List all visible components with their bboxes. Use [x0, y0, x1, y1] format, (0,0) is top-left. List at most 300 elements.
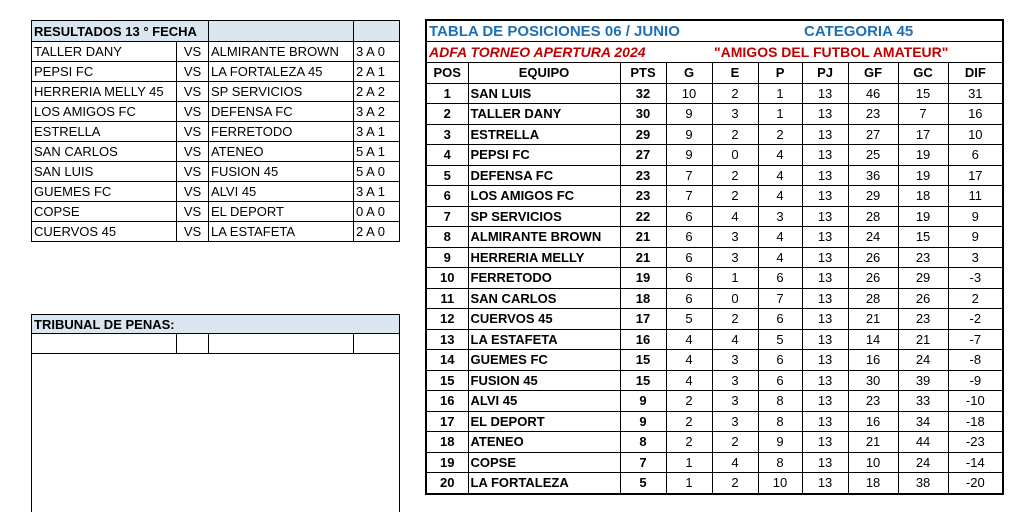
standings-gf: 14 [848, 329, 898, 350]
vs-label: VS [177, 222, 209, 242]
result-row [32, 62, 400, 82]
standings-title-row [426, 20, 1003, 42]
standings-gf: 23 [848, 104, 898, 125]
standings-pos: 1 [426, 83, 468, 104]
standings-dif: -14 [948, 452, 1003, 473]
standings-e: 3 [712, 247, 758, 268]
standings-pj: 13 [802, 411, 848, 432]
home-team: TALLER DANY [32, 42, 177, 62]
standings-gf: 10 [848, 452, 898, 473]
standings-row [426, 83, 1003, 104]
standings-pos: 19 [426, 452, 468, 473]
standings-pos: 8 [426, 227, 468, 248]
column-header-pts: PTS [620, 63, 666, 84]
standings-p: 2 [758, 124, 802, 145]
standings-p: 7 [758, 288, 802, 309]
standings-dif: -3 [948, 268, 1003, 289]
standings-pts: 23 [620, 165, 666, 186]
standings-pos: 15 [426, 370, 468, 391]
standings-p: 1 [758, 83, 802, 104]
column-header-equipo: EQUIPO [468, 63, 620, 84]
standings-gc: 34 [898, 411, 948, 432]
standings-dif: -23 [948, 432, 1003, 453]
standings-pts: 9 [620, 411, 666, 432]
standings-title: TABLA DE POSICIONES 06 / JUNIO [426, 20, 802, 42]
standings-gf: 30 [848, 370, 898, 391]
result-row [32, 162, 400, 182]
standings-dif: 3 [948, 247, 1003, 268]
standings-team: ALMIRANTE BROWN [468, 227, 620, 248]
result-row [32, 142, 400, 162]
away-team: LA ESTAFETA [209, 222, 354, 242]
vs-label: VS [177, 162, 209, 182]
tribunal-cell [209, 334, 354, 354]
standings-e: 2 [712, 83, 758, 104]
standings-pos: 6 [426, 186, 468, 207]
tribunal-title: TRIBUNAL DE PENAS: [32, 315, 400, 334]
standings-gf: 29 [848, 186, 898, 207]
standings-g: 9 [666, 104, 712, 125]
standings-e: 4 [712, 206, 758, 227]
standings-team: DEFENSA FC [468, 165, 620, 186]
standings-e: 4 [712, 452, 758, 473]
standings-row [426, 391, 1003, 412]
standings-pts: 27 [620, 145, 666, 166]
vs-label: VS [177, 122, 209, 142]
standings-dif: -9 [948, 370, 1003, 391]
standings-gc: 44 [898, 432, 948, 453]
league-motto: "AMIGOS DEL FUTBOL AMATEUR" [712, 42, 1003, 63]
standings-g: 9 [666, 124, 712, 145]
standings-pos: 18 [426, 432, 468, 453]
tribunal-cell [177, 334, 209, 354]
standings-team: SAN CARLOS [468, 288, 620, 309]
standings-e: 0 [712, 145, 758, 166]
standings-team: PEPSI FC [468, 145, 620, 166]
standings-e: 4 [712, 329, 758, 350]
standings-p: 3 [758, 206, 802, 227]
away-team: ALVI 45 [209, 182, 354, 202]
standings-row [426, 186, 1003, 207]
vs-label: VS [177, 62, 209, 82]
standings-p: 5 [758, 329, 802, 350]
standings-gc: 19 [898, 206, 948, 227]
column-header-g: G [666, 63, 712, 84]
standings-pts: 29 [620, 124, 666, 145]
away-team: ALMIRANTE BROWN [209, 42, 354, 62]
standings-dif: -20 [948, 473, 1003, 494]
standings-p: 4 [758, 247, 802, 268]
tribunal-cell [32, 334, 177, 354]
result-row [32, 182, 400, 202]
standings-gf: 26 [848, 247, 898, 268]
standings-pts: 32 [620, 83, 666, 104]
standings-p: 8 [758, 391, 802, 412]
standings-team: SP SERVICIOS [468, 206, 620, 227]
standings-pts: 30 [620, 104, 666, 125]
standings-gc: 24 [898, 452, 948, 473]
standings-row [426, 124, 1003, 145]
tribunal-cell [354, 334, 400, 354]
standings-team: FUSION 45 [468, 370, 620, 391]
standings-pj: 13 [802, 309, 848, 330]
standings-pj: 13 [802, 288, 848, 309]
standings-gc: 26 [898, 288, 948, 309]
standings-g: 1 [666, 452, 712, 473]
standings-pts: 16 [620, 329, 666, 350]
standings-row [426, 145, 1003, 166]
results-header-empty [209, 21, 354, 42]
standings-pts: 18 [620, 288, 666, 309]
standings-pj: 13 [802, 391, 848, 412]
standings-dif: -2 [948, 309, 1003, 330]
standings-pts: 19 [620, 268, 666, 289]
standings-e: 0 [712, 288, 758, 309]
standings-pj: 13 [802, 83, 848, 104]
standings-p: 4 [758, 227, 802, 248]
standings-pos: 13 [426, 329, 468, 350]
standings-dif: -8 [948, 350, 1003, 371]
standings-pos: 20 [426, 473, 468, 494]
result-row [32, 222, 400, 242]
standings-gc: 17 [898, 124, 948, 145]
standings-column-headers [426, 63, 1003, 84]
results-header-row [32, 21, 400, 42]
standings-g: 4 [666, 350, 712, 371]
standings-gc: 23 [898, 309, 948, 330]
vs-label: VS [177, 42, 209, 62]
standings-p: 10 [758, 473, 802, 494]
standings-dif: -7 [948, 329, 1003, 350]
match-score: 0 A 0 [354, 202, 400, 222]
standings-g: 2 [666, 391, 712, 412]
standings-gf: 21 [848, 309, 898, 330]
standings-row [426, 370, 1003, 391]
standings-pts: 23 [620, 186, 666, 207]
standings-team: CUERVOS 45 [468, 309, 620, 330]
standings-p: 9 [758, 432, 802, 453]
standings-e: 2 [712, 473, 758, 494]
standings-row [426, 350, 1003, 371]
standings-g: 4 [666, 329, 712, 350]
standings-pos: 17 [426, 411, 468, 432]
standings-p: 6 [758, 268, 802, 289]
standings-row [426, 206, 1003, 227]
result-row [32, 42, 400, 62]
standings-gf: 46 [848, 83, 898, 104]
tribunal-header-row [32, 315, 400, 334]
standings-gc: 21 [898, 329, 948, 350]
standings-g: 6 [666, 247, 712, 268]
standings-table [425, 19, 1004, 495]
standings-p: 6 [758, 350, 802, 371]
standings-gc: 19 [898, 145, 948, 166]
standings-pj: 13 [802, 452, 848, 473]
standings-e: 2 [712, 309, 758, 330]
standings-gc: 18 [898, 186, 948, 207]
standings-row [426, 288, 1003, 309]
standings-row [426, 432, 1003, 453]
standings-gc: 33 [898, 391, 948, 412]
standings-e: 1 [712, 268, 758, 289]
away-team: SP SERVICIOS [209, 82, 354, 102]
standings-row [426, 329, 1003, 350]
vs-label: VS [177, 202, 209, 222]
standings-p: 4 [758, 186, 802, 207]
standings-gf: 16 [848, 411, 898, 432]
standings-pj: 13 [802, 329, 848, 350]
standings-e: 2 [712, 432, 758, 453]
away-team: FUSION 45 [209, 162, 354, 182]
standings-team: EL DEPORT [468, 411, 620, 432]
column-header-gc: GC [898, 63, 948, 84]
standings-gf: 28 [848, 206, 898, 227]
result-row [32, 102, 400, 122]
column-header-e: E [712, 63, 758, 84]
standings-subtitle-row [426, 42, 1003, 63]
standings-g: 6 [666, 206, 712, 227]
standings-team: HERRERIA MELLY [468, 247, 620, 268]
standings-g: 4 [666, 370, 712, 391]
standings-dif: -18 [948, 411, 1003, 432]
standings-pos: 16 [426, 391, 468, 412]
standings-gc: 29 [898, 268, 948, 289]
standings-gf: 21 [848, 432, 898, 453]
match-score: 3 A 1 [354, 122, 400, 142]
standings-row [426, 104, 1003, 125]
standings-team: FERRETODO [468, 268, 620, 289]
standings-dif: 2 [948, 288, 1003, 309]
home-team: HERRERIA MELLY 45 [32, 82, 177, 102]
standings-pos: 10 [426, 268, 468, 289]
standings-pj: 13 [802, 370, 848, 391]
league-name: ADFA TORNEO APERTURA 2024 [426, 42, 712, 63]
vs-label: VS [177, 82, 209, 102]
tribunal-empty-row [32, 334, 400, 354]
home-team: ESTRELLA [32, 122, 177, 142]
standings-dif: 16 [948, 104, 1003, 125]
result-row [32, 202, 400, 222]
results-table [31, 20, 400, 242]
vs-label: VS [177, 182, 209, 202]
home-team: CUERVOS 45 [32, 222, 177, 242]
standings-pos: 7 [426, 206, 468, 227]
standings-g: 1 [666, 473, 712, 494]
match-score: 3 A 0 [354, 42, 400, 62]
match-score: 5 A 1 [354, 142, 400, 162]
standings-pos: 9 [426, 247, 468, 268]
standings-gc: 15 [898, 83, 948, 104]
column-header-gf: GF [848, 63, 898, 84]
home-team: COPSE [32, 202, 177, 222]
standings-gc: 15 [898, 227, 948, 248]
standings-dif: 9 [948, 227, 1003, 248]
vs-label: VS [177, 102, 209, 122]
standings-dif: 9 [948, 206, 1003, 227]
standings-pj: 13 [802, 473, 848, 494]
standings-pos: 4 [426, 145, 468, 166]
standings-pos: 12 [426, 309, 468, 330]
standings-g: 6 [666, 288, 712, 309]
home-team: PEPSI FC [32, 62, 177, 82]
standings-pos: 14 [426, 350, 468, 371]
standings-gc: 19 [898, 165, 948, 186]
standings-pos: 5 [426, 165, 468, 186]
standings-pj: 13 [802, 145, 848, 166]
standings-dif: -10 [948, 391, 1003, 412]
standings-row [426, 165, 1003, 186]
standings-gf: 23 [848, 391, 898, 412]
standings-g: 10 [666, 83, 712, 104]
vs-label: VS [177, 142, 209, 162]
standings-row [426, 473, 1003, 494]
standings-pts: 17 [620, 309, 666, 330]
standings-pts: 5 [620, 473, 666, 494]
standings-team: ALVI 45 [468, 391, 620, 412]
match-score: 5 A 0 [354, 162, 400, 182]
standings-e: 3 [712, 104, 758, 125]
standings-row [426, 247, 1003, 268]
standings-pj: 13 [802, 268, 848, 289]
match-score: 2 A 2 [354, 82, 400, 102]
standings-pos: 3 [426, 124, 468, 145]
standings-g: 7 [666, 186, 712, 207]
away-team: LA FORTALEZA 45 [209, 62, 354, 82]
standings-pos: 2 [426, 104, 468, 125]
results-header-empty [354, 21, 400, 42]
standings-g: 7 [666, 165, 712, 186]
standings-team: LA FORTALEZA [468, 473, 620, 494]
standings-pts: 21 [620, 247, 666, 268]
standings-g: 9 [666, 145, 712, 166]
standings-pj: 13 [802, 247, 848, 268]
standings-g: 6 [666, 227, 712, 248]
match-score: 3 A 2 [354, 102, 400, 122]
standings-g: 5 [666, 309, 712, 330]
standings-team: COPSE [468, 452, 620, 473]
standings-team: LOS AMIGOS FC [468, 186, 620, 207]
away-team: ATENEO [209, 142, 354, 162]
standings-pj: 13 [802, 432, 848, 453]
standings-gc: 24 [898, 350, 948, 371]
standings-p: 8 [758, 411, 802, 432]
standings-e: 2 [712, 165, 758, 186]
standings-team: TALLER DANY [468, 104, 620, 125]
standings-pj: 13 [802, 227, 848, 248]
match-score: 2 A 1 [354, 62, 400, 82]
home-team: GUEMES FC [32, 182, 177, 202]
standings-p: 4 [758, 165, 802, 186]
standings-gc: 7 [898, 104, 948, 125]
home-team: SAN CARLOS [32, 142, 177, 162]
standings-gf: 25 [848, 145, 898, 166]
column-header-pos: POS [426, 63, 468, 84]
standings-e: 3 [712, 411, 758, 432]
home-team: LOS AMIGOS FC [32, 102, 177, 122]
match-score: 2 A 0 [354, 222, 400, 242]
standings-gf: 28 [848, 288, 898, 309]
standings-p: 1 [758, 104, 802, 125]
standings-team: ATENEO [468, 432, 620, 453]
away-team: FERRETODO [209, 122, 354, 142]
standings-dif: 11 [948, 186, 1003, 207]
standings-dif: 10 [948, 124, 1003, 145]
results-title: RESULTADOS 13 ° FECHA [32, 21, 209, 42]
standings-gf: 16 [848, 350, 898, 371]
standings-team: SAN LUIS [468, 83, 620, 104]
standings-row [426, 227, 1003, 248]
standings-category: CATEGORIA 45 [802, 20, 1003, 42]
home-team: SAN LUIS [32, 162, 177, 182]
standings-p: 6 [758, 309, 802, 330]
standings-team: ESTRELLA [468, 124, 620, 145]
standings-dif: 31 [948, 83, 1003, 104]
standings-gf: 27 [848, 124, 898, 145]
standings-gf: 24 [848, 227, 898, 248]
away-team: DEFENSA FC [209, 102, 354, 122]
standings-pj: 13 [802, 124, 848, 145]
match-score: 3 A 1 [354, 182, 400, 202]
standings-gf: 26 [848, 268, 898, 289]
standings-pts: 15 [620, 370, 666, 391]
standings-pj: 13 [802, 186, 848, 207]
standings-e: 2 [712, 186, 758, 207]
column-header-p: P [758, 63, 802, 84]
standings-team: LA ESTAFETA [468, 329, 620, 350]
standings-row [426, 411, 1003, 432]
standings-pj: 13 [802, 165, 848, 186]
standings-gf: 18 [848, 473, 898, 494]
standings-g: 2 [666, 411, 712, 432]
standings-dif: 17 [948, 165, 1003, 186]
away-team: EL DEPORT [209, 202, 354, 222]
standings-e: 3 [712, 227, 758, 248]
standings-gc: 23 [898, 247, 948, 268]
standings-dif: 6 [948, 145, 1003, 166]
standings-e: 3 [712, 350, 758, 371]
standings-pts: 9 [620, 391, 666, 412]
standings-row [426, 452, 1003, 473]
standings-pj: 13 [802, 206, 848, 227]
standings-pos: 11 [426, 288, 468, 309]
tribunal-body [31, 353, 400, 512]
standings-team: GUEMES FC [468, 350, 620, 371]
standings-pts: 8 [620, 432, 666, 453]
standings-pts: 22 [620, 206, 666, 227]
standings-p: 6 [758, 370, 802, 391]
column-header-dif: DIF [948, 63, 1003, 84]
result-row [32, 122, 400, 142]
standings-row [426, 309, 1003, 330]
standings-pts: 7 [620, 452, 666, 473]
standings-p: 8 [758, 452, 802, 473]
standings-e: 3 [712, 370, 758, 391]
standings-pj: 13 [802, 104, 848, 125]
standings-p: 4 [758, 145, 802, 166]
standings-pj: 13 [802, 350, 848, 371]
standings-pts: 15 [620, 350, 666, 371]
standings-e: 2 [712, 124, 758, 145]
standings-gc: 38 [898, 473, 948, 494]
result-row [32, 82, 400, 102]
standings-g: 6 [666, 268, 712, 289]
standings-gc: 39 [898, 370, 948, 391]
standings-gf: 36 [848, 165, 898, 186]
column-header-pj: PJ [802, 63, 848, 84]
standings-g: 2 [666, 432, 712, 453]
standings-pts: 21 [620, 227, 666, 248]
standings-e: 3 [712, 391, 758, 412]
